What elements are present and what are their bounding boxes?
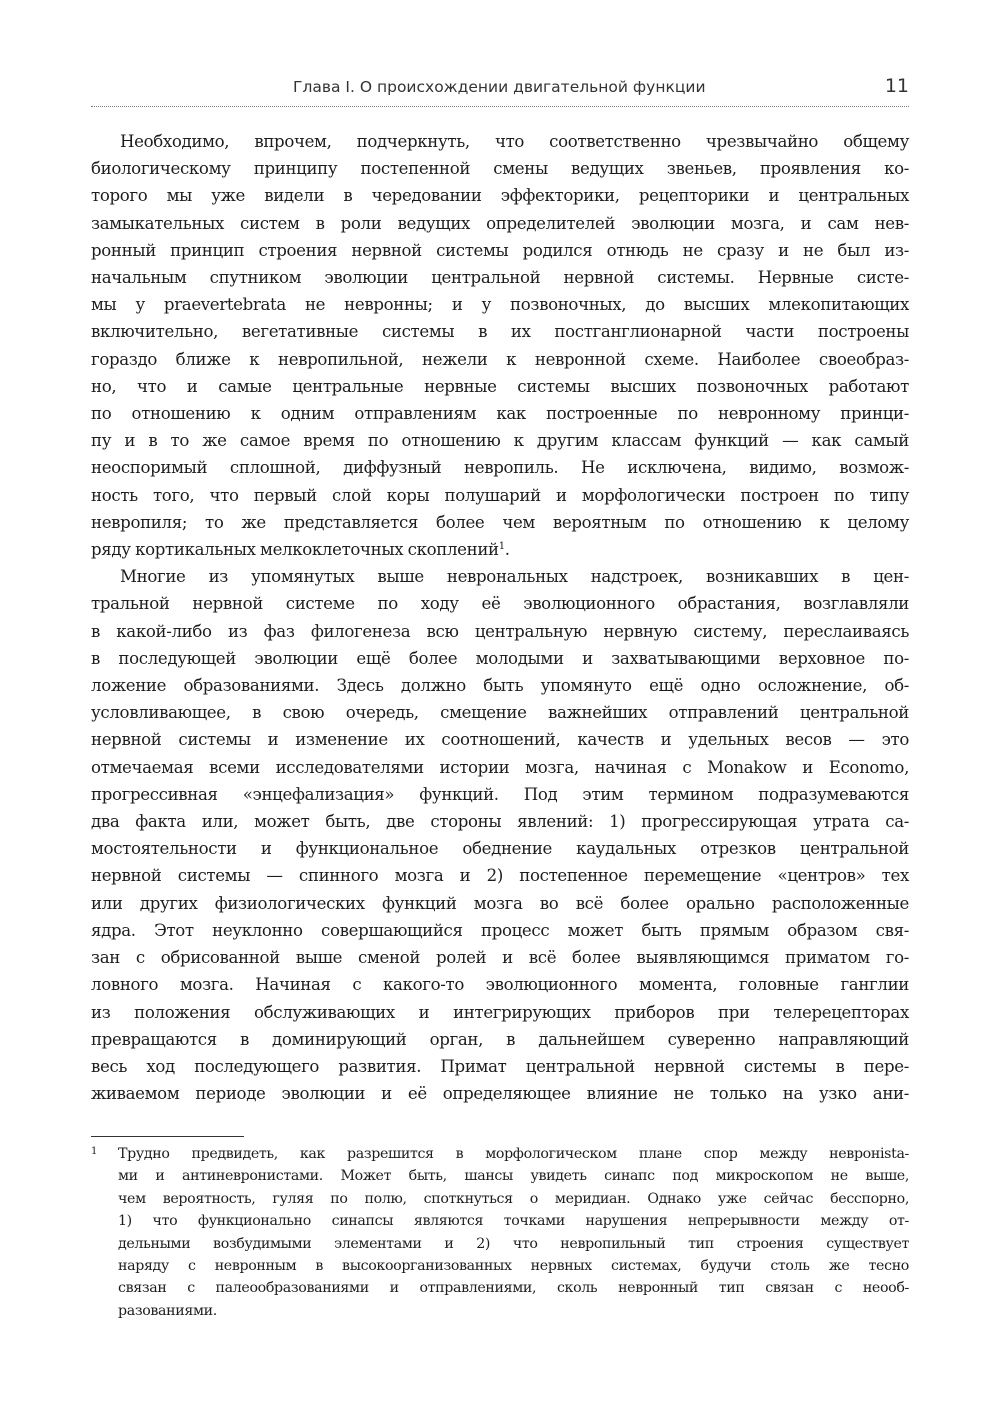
text-line: ронный принцип строения нервной системы родился отнюдь не сразу и не был из- bbox=[91, 240, 909, 260]
text-line: зан с обрисованной выше сменой ролей и всё более выявляющимся приматом го- bbox=[91, 948, 909, 968]
text-line: невропиля; то же представляется более чем вероятным по отношению к целому bbox=[91, 512, 909, 532]
text-line-content: ряду кортикальных мелкоклеточных скоплений bbox=[91, 540, 499, 560]
footnote-divider bbox=[91, 1136, 244, 1137]
footnote-text bbox=[118, 1143, 909, 1322]
footnote-line: дельными возбудимыми элементами и 2) что невропильный тип строения существует bbox=[118, 1235, 909, 1252]
text-line-last bbox=[91, 536, 909, 563]
text-line: два факта или, может быть, две стороны явлений: 1) прогрессирующая утрата са- bbox=[91, 812, 909, 832]
text-line: биологическому принципу постепенной смены ведущих звеньев, проявления ко- bbox=[91, 159, 909, 179]
text-line: но, что и самые центральные нервные системы высших позвоночных работают bbox=[91, 376, 909, 396]
text-line: мы у praevertebrata не невронны; и у позвоночных, до высших млекопитающих bbox=[91, 295, 909, 315]
text-line: в какой-либо из фаз филогенеза всю центральную нервную систему, переслаиваясь bbox=[91, 621, 909, 641]
footnote bbox=[91, 1143, 909, 1322]
text-line: гораздо ближе к невропильной, нежели к невронной схеме. Наиболее своеобраз- bbox=[91, 349, 909, 369]
text-line: нервной системы и изменение их соотношений, качеств и удельных весов — это bbox=[91, 730, 909, 750]
text-line: условливающее, в свою очередь, смещение важнейших отправлений центральной bbox=[91, 703, 909, 723]
footnote-line: наряду с невронным в высокоорганизованных нервных системах, будучи столь же тесно bbox=[118, 1258, 909, 1275]
text-line: живаемом периоде эволюции и её определяющее влияние не только на узко ани- bbox=[91, 1084, 909, 1104]
running-title: Глава I. О происхождении двигательной функции bbox=[293, 78, 706, 96]
text-line: весь ход последующего развития. Примат центральной нервной системы в пере- bbox=[91, 1056, 909, 1076]
text-line: в последующей эволюции ещё более молодыми и захватывающими верховное по- bbox=[91, 648, 909, 668]
text-line: начальным спутником эволюции центральной нервной системы. Нервные систе- bbox=[91, 268, 909, 288]
text-line: ядра. Этот неуклонно совершающийся процесс может быть прямым образом свя- bbox=[91, 920, 909, 940]
text-line: превращаются в доминирующий орган, в дальнейшем суверенно направляющий bbox=[91, 1029, 909, 1049]
footnote-mark: 1 bbox=[91, 1146, 98, 1157]
footnote-reference[interactable]: 1 bbox=[498, 541, 505, 553]
footnote-line: связан с палеообразованиями и отправлениями, сколь невронный тип связан с неооб- bbox=[118, 1280, 909, 1297]
text-line: ность того, что первый слой коры полушарий и морфологически построен по типу bbox=[91, 485, 909, 505]
footnote-line: разованиями. bbox=[118, 1302, 217, 1319]
text-line: нервной системы — спинного мозга и 2) постепенное перемещение «центров» тех bbox=[91, 866, 909, 886]
text-line: тральной нервной системе по ходу её эволюционного обрастания, возглавляли bbox=[91, 594, 909, 614]
text-line: или других физиологических функций мозга во всё более орально расположенные bbox=[91, 893, 909, 913]
running-header bbox=[91, 66, 909, 107]
text-line: торого мы уже видели в чередовании эффекторики, рецепторики и центральных bbox=[91, 186, 909, 206]
text-line: включительно, вегетативные системы в их постганглионарной части построены bbox=[91, 322, 909, 342]
footnote-line: ми и антиневронистами. Может быть, шансы увидеть синапс под микроскопом не выше, bbox=[118, 1168, 909, 1185]
text-line: по отношению к одним отправлениям как построенные по невронному принци- bbox=[91, 404, 909, 424]
footnote-line: Трудно предвидеть, как разрешится в морфологическом плане спор между невронista- bbox=[118, 1146, 909, 1162]
text-line: ловного мозга. Начиная с какого-то эволюционного момента, головные ганглии bbox=[91, 975, 909, 995]
text-line: неоспоримый сплошной, диффузный невропиль. Не исключена, видимо, возмож- bbox=[91, 458, 909, 478]
text-line: прогрессивная «энцефализация» функций. Под этим термином подразумеваются bbox=[91, 784, 909, 804]
text-line: ложение образованиями. Здесь должно быть упомянуто ещё одно осложнение, об- bbox=[91, 676, 909, 696]
paragraph-1 bbox=[91, 128, 909, 563]
text-line: пу и в то же самое время по отношению к другим классам функций — как самый bbox=[91, 431, 909, 451]
footnote-line: 1) что функционально синапсы являются точками нарушения непрерывности между от- bbox=[118, 1213, 909, 1230]
footnote-line: чем вероятность, гуляя по полю, споткнуться о меридиан. Однако уже сейчас бесспорно, bbox=[118, 1190, 909, 1207]
text-line: Необходимо, впрочем, подчеркнуть, что соответственно чрезвычайно общему bbox=[120, 132, 909, 151]
text-line: из положения обслуживающих и интегрирующих приборов при телерецепторах bbox=[91, 1002, 909, 1022]
text-line: отмечаемая всеми исследователями истории мозга, начиная с Monakow и Economo, bbox=[91, 757, 909, 777]
text-line: Многие из упомянутых выше неврональных надстроек, возникавших в цен- bbox=[120, 567, 909, 587]
text-line: замыкательных систем в роли ведущих определителей эволюции мозга, и сам нев- bbox=[91, 213, 909, 233]
text-line: мостоятельности и функциональное обеднение каудальных отрезков центральной bbox=[91, 839, 909, 859]
sentence-end: . bbox=[504, 540, 510, 560]
paragraph-2 bbox=[91, 563, 909, 1107]
page-number: 11 bbox=[884, 75, 909, 97]
main-text bbox=[91, 128, 909, 1107]
